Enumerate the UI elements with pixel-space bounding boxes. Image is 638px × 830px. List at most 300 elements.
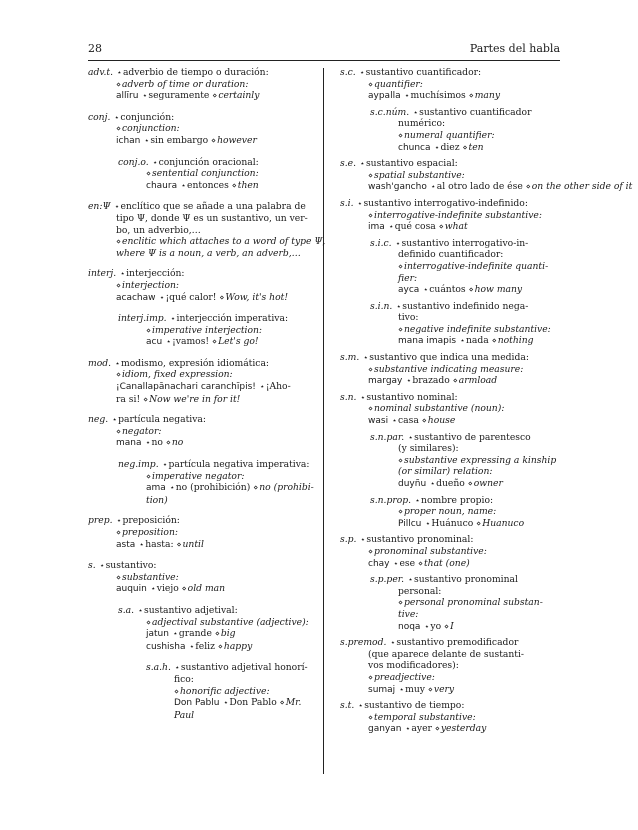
quechua-example: wasi <box>368 416 389 427</box>
spanish-translation: muy <box>405 683 425 695</box>
diamond-glyph: ⋄ <box>368 170 374 180</box>
entry-abbr: interj. <box>88 268 117 280</box>
entry-mod- <box>88 358 308 405</box>
entry-s-premod- <box>340 637 560 696</box>
entry-line <box>88 515 308 527</box>
quechua-example: duyñu <box>398 479 427 489</box>
entry-s-p-per- <box>370 574 560 633</box>
entry-line <box>340 158 560 170</box>
spanish-gloss: sustantivo pronominal <box>414 574 518 586</box>
entry-s-a-h- <box>146 662 308 721</box>
entry-s-c- <box>340 67 560 103</box>
star-glyph: ⋆ <box>137 605 143 615</box>
star-glyph: ⋆ <box>223 698 229 708</box>
entry-line <box>88 201 308 213</box>
entry-line <box>146 686 308 698</box>
diamond-glyph: ⋄ <box>468 285 474 295</box>
entry-abbr: interj.imp. <box>118 313 167 325</box>
diamond-glyph: ⋄ <box>438 222 444 232</box>
spanish-translation: no (prohibición) <box>175 482 251 494</box>
english-translation: Wow, it's hot! <box>225 291 289 303</box>
entry-line <box>370 506 560 518</box>
entry-line <box>88 292 308 305</box>
entry-adv-t- <box>88 67 308 103</box>
entry-abbr: s. <box>88 560 96 572</box>
spanish-gloss: sustantivo de tiempo: <box>364 700 465 712</box>
star-glyph: ⋆ <box>392 416 398 426</box>
diamond-glyph: ⋄ <box>467 479 473 488</box>
header-rule <box>88 60 560 61</box>
quechua-example: sumaj <box>368 684 396 695</box>
entry-line <box>340 723 560 736</box>
spanish-translation: no <box>151 437 163 449</box>
diamond-glyph: ⋄ <box>165 438 171 448</box>
quechua-example: ayca <box>398 285 420 296</box>
english-translation: happy <box>223 640 253 652</box>
diamond-glyph: ⋄ <box>491 336 497 346</box>
spanish-gloss: sustantivo que indica una medida: <box>369 352 529 364</box>
entry-line <box>88 358 308 370</box>
quechua-example: cushisha <box>146 641 186 652</box>
star-glyph: ⋆ <box>459 336 465 346</box>
spanish-gloss: (que aparece delante de sustanti- <box>368 648 525 660</box>
entry-s-c-n-m- <box>370 107 560 154</box>
entry-line <box>370 455 560 467</box>
star-glyph: ⋆ <box>259 382 265 392</box>
spanish-gloss: definido cuantificador: <box>398 249 504 261</box>
diamond-glyph: ⋄ <box>212 337 218 347</box>
star-glyph: ⋆ <box>116 516 122 526</box>
spanish-gloss: bo, un adverbio,… <box>116 224 201 236</box>
star-glyph: ⋆ <box>434 142 440 152</box>
entry-abbr: conj.o. <box>118 156 149 168</box>
star-glyph: ⋆ <box>174 663 180 673</box>
entry-abbr: s.p. <box>340 534 357 546</box>
entry-line <box>118 495 308 507</box>
entry-s-m- <box>340 352 560 388</box>
entry-line <box>118 313 308 325</box>
entry-line <box>340 181 633 194</box>
entry-s-t- <box>340 700 560 736</box>
diamond-glyph: ⋄ <box>476 518 482 528</box>
entry-line <box>118 482 314 495</box>
diamond-glyph: ⋄ <box>368 712 374 722</box>
star-glyph: ⋆ <box>166 337 172 347</box>
english-gloss: spatial substantive: <box>374 169 465 181</box>
entry-line <box>370 118 560 130</box>
entry-line <box>118 605 308 617</box>
star-glyph: ⋆ <box>114 358 120 368</box>
entry-line <box>340 198 560 210</box>
entry-abbr: s.i. <box>340 197 354 209</box>
english-translation: I <box>450 620 454 632</box>
entry-line <box>340 684 560 697</box>
entry-line <box>118 180 308 193</box>
diamond-glyph: ⋄ <box>211 135 217 145</box>
diamond-glyph: ⋄ <box>219 292 225 302</box>
english-gloss: nominal substantive (noun): <box>374 403 505 415</box>
entry-line <box>370 238 560 250</box>
entry-line <box>370 586 560 598</box>
star-glyph: ⋆ <box>116 68 122 77</box>
entry-abbr: s.a. <box>118 604 135 616</box>
english-gloss: temporal substantive: <box>374 711 476 723</box>
spanish-gloss: conjunción: <box>120 111 175 123</box>
entry-line <box>340 403 560 415</box>
diamond-glyph: ⋄ <box>143 394 149 404</box>
entry-line <box>340 712 560 724</box>
english-gloss: substantive: <box>122 571 179 583</box>
quechua-example: chay <box>368 558 390 569</box>
spanish-gloss: tipo Ψ, donde Ψ es un sustantivo, un ver- <box>116 212 308 224</box>
quechua-example: mana <box>116 438 142 449</box>
diamond-glyph: ⋄ <box>368 404 374 414</box>
entry-line <box>88 583 308 596</box>
entry-line <box>88 90 308 103</box>
star-glyph: ⋆ <box>406 376 412 386</box>
entry-line <box>370 249 560 261</box>
entry-s-a- <box>118 605 308 653</box>
english-translation: no <box>171 437 184 449</box>
spanish-translation: ¡qué calor! <box>165 291 217 303</box>
quechua-example: aypalla <box>368 91 401 102</box>
entry-line <box>340 558 560 571</box>
star-glyph: ⋆ <box>150 584 156 594</box>
entry-line <box>340 170 560 182</box>
entry-line <box>88 236 326 248</box>
entry-abbr: s.i.c. <box>370 237 392 249</box>
quechua-example: acachaw <box>116 292 156 303</box>
quechua-example: chunca <box>398 142 431 153</box>
entry-abbr: conj. <box>88 111 111 123</box>
quechua-example: mana imapis <box>398 336 457 347</box>
entry-conj- <box>88 112 308 148</box>
entry-abbr: s.n. <box>340 391 357 403</box>
star-glyph: ⋆ <box>162 460 168 470</box>
spanish-translation: cuántos <box>429 284 466 296</box>
diamond-glyph: ⋄ <box>368 546 374 556</box>
english-translation: ten <box>468 141 484 153</box>
entry-line <box>88 426 308 438</box>
spanish-gloss: sustantivo pronominal: <box>366 534 474 546</box>
diamond-glyph: ⋄ <box>116 426 122 436</box>
spanish-translation: ese <box>399 557 416 569</box>
star-glyph: ⋆ <box>408 432 414 442</box>
diamond-glyph: ⋄ <box>398 455 404 465</box>
english-gloss: fier: <box>398 272 418 284</box>
diamond-glyph: ⋄ <box>146 169 152 179</box>
entry-line <box>340 415 560 428</box>
english-translation: many <box>474 90 501 102</box>
english-translation: big <box>220 628 236 640</box>
star-glyph: ⋆ <box>114 112 120 122</box>
spanish-translation: brazado <box>412 375 450 387</box>
diamond-glyph: ⋄ <box>214 629 220 639</box>
diamond-glyph: ⋄ <box>398 261 404 271</box>
entry-abbr: neg. <box>88 414 109 426</box>
entry-abbr: s.i.n. <box>370 300 393 312</box>
english-gloss: negative indefinite substantive: <box>404 323 551 335</box>
entry-abbr: mod. <box>88 357 112 369</box>
entry-neg- <box>88 414 308 450</box>
entry-line <box>88 527 308 539</box>
spanish-translation: entonces <box>187 179 229 191</box>
english-translation: certainly <box>218 90 260 102</box>
spanish-translation: casa <box>398 415 419 427</box>
entry-line <box>370 107 560 119</box>
spanish-gloss: sustantivo adjetival: <box>143 604 238 616</box>
star-glyph: ⋆ <box>159 292 165 302</box>
star-glyph: ⋆ <box>407 575 413 585</box>
entry-line <box>370 273 560 285</box>
spanish-translation: Don Pablo <box>229 697 277 709</box>
english-translation: that (one) <box>423 557 470 569</box>
entry-s-n-prop- <box>370 495 560 531</box>
diamond-glyph: ⋄ <box>398 130 404 140</box>
english-gloss: where Ψ is a noun, a verb, an adverb,… <box>116 247 301 259</box>
diamond-glyph: ⋄ <box>146 325 152 335</box>
english-gloss: preposition: <box>122 527 178 538</box>
star-glyph: ⋆ <box>393 558 399 568</box>
diamond-glyph: ⋄ <box>253 483 259 493</box>
english-gloss: numeral quantifier: <box>404 129 495 141</box>
quechua-example: wash'gancho <box>368 182 427 193</box>
diamond-glyph: ⋄ <box>398 507 404 517</box>
entry-line <box>340 700 560 712</box>
star-glyph: ⋆ <box>430 182 436 192</box>
spanish-translation: seguramente <box>148 90 210 102</box>
entry-line <box>118 471 308 483</box>
spanish-translation: Huánuco <box>431 517 474 529</box>
spanish-gloss: modismo, expresión idiomática: <box>120 357 270 369</box>
entry-line <box>370 495 560 507</box>
entry-line <box>88 539 308 552</box>
entry-line <box>370 335 560 348</box>
english-translation: armload <box>458 375 498 387</box>
entry-line <box>370 478 560 491</box>
star-glyph: ⋆ <box>423 285 429 295</box>
star-glyph: ⋆ <box>396 301 402 311</box>
spanish-gloss: vos modificadores): <box>368 660 459 672</box>
entry-s-p- <box>340 534 560 570</box>
star-glyph: ⋆ <box>415 495 421 505</box>
diamond-glyph: ⋄ <box>116 572 122 582</box>
quechua-example: ¡Canallapānachari caranchīpis! <box>116 382 256 393</box>
entry-line <box>118 641 308 654</box>
diamond-glyph: ⋄ <box>462 142 468 152</box>
diamond-glyph: ⋄ <box>427 684 433 694</box>
entry-line <box>88 79 308 91</box>
entry-line <box>340 364 560 376</box>
spanish-gloss: sustantivo cuantificador: <box>365 67 482 78</box>
entry-line <box>118 157 308 169</box>
diamond-glyph: ⋄ <box>525 182 531 192</box>
entry-line <box>88 123 308 135</box>
spanish-gloss: sustantivo interrogativo-indefinido: <box>363 197 528 209</box>
entry-line <box>88 213 308 225</box>
spanish-translation: diez <box>440 141 460 153</box>
quechua-example: margay <box>368 376 403 387</box>
entry-conj-o- <box>118 157 308 193</box>
diamond-glyph: ⋄ <box>116 280 122 290</box>
diamond-glyph: ⋄ <box>368 672 374 682</box>
quechua-example: ganyan <box>368 724 402 735</box>
english-translation: yesterday <box>440 723 487 735</box>
spanish-translation: hasta: <box>145 538 174 550</box>
entry-line <box>340 210 560 222</box>
star-glyph: ⋆ <box>358 701 364 711</box>
english-translation: until <box>182 538 204 550</box>
entry-line <box>370 621 560 634</box>
quechua-example: noqa <box>398 621 421 632</box>
entry-abbr: prep. <box>88 515 113 527</box>
entry-line <box>370 443 560 455</box>
entry-line <box>88 225 308 237</box>
quechua-example: asta <box>116 539 136 550</box>
star-glyph: ⋆ <box>413 107 419 117</box>
english-translation: Let's go! <box>218 336 259 348</box>
diamond-glyph: ⋄ <box>217 641 223 651</box>
english-translation: Huanuco <box>482 517 525 529</box>
diamond-glyph: ⋄ <box>398 598 404 608</box>
diamond-glyph: ⋄ <box>176 539 182 549</box>
english-gloss: preadjective: <box>374 671 435 683</box>
spanish-gloss: sustantivo de parentesco <box>414 431 531 443</box>
entry-line <box>118 617 308 629</box>
entry-abbr: s.premod. <box>340 637 387 649</box>
english-translation: Now we're in for it! <box>149 393 241 405</box>
diamond-glyph: ⋄ <box>212 91 218 101</box>
spanish-translation: yo <box>430 620 442 632</box>
diamond-glyph: ⋄ <box>116 237 122 247</box>
diamond-glyph: ⋄ <box>181 584 187 594</box>
entry-line <box>370 518 560 531</box>
entry-s- <box>88 560 308 596</box>
english-translation-cont: Paul <box>174 709 195 721</box>
english-translation: how many <box>474 284 523 296</box>
entry-line <box>88 560 308 572</box>
entry-line <box>340 672 560 684</box>
entry-line <box>146 710 308 722</box>
spanish-translation: qué cosa <box>394 221 436 233</box>
star-glyph: ⋆ <box>120 269 126 279</box>
english-gloss: adverb of time or duration: <box>122 78 249 90</box>
entry-abbr: s.n.par. <box>370 431 405 443</box>
star-glyph: ⋆ <box>114 202 120 212</box>
star-glyph: ⋆ <box>395 238 401 248</box>
entry-line <box>88 381 308 394</box>
entry-line <box>370 609 560 621</box>
entry-line <box>370 301 560 313</box>
star-glyph: ⋆ <box>424 621 430 631</box>
entry-abbr: en:Ψ <box>88 201 111 213</box>
entry-line <box>370 432 560 444</box>
english-gloss: negator: <box>122 425 162 437</box>
entry-line <box>370 284 560 297</box>
spanish-translation: sin embargo <box>150 134 209 146</box>
star-glyph: ⋆ <box>360 535 366 545</box>
entry-abbr: s.m. <box>340 352 360 364</box>
spanish-gloss: sustantivo cuantificador <box>419 106 532 118</box>
english-gloss: honorific adjective: <box>180 685 270 697</box>
english-translation: owner <box>473 478 503 489</box>
entry-abbr: s.t. <box>340 700 355 712</box>
spanish-translation: dueño <box>436 478 465 489</box>
entry-s-i- <box>340 198 560 234</box>
spanish-translation: nada <box>466 335 489 347</box>
star-glyph: ⋆ <box>363 353 369 363</box>
entry-interj-imp- <box>118 313 308 349</box>
entry-line <box>88 280 308 292</box>
star-glyph: ⋆ <box>430 479 436 488</box>
entry-line <box>146 697 308 710</box>
english-gloss: imperative interjection: <box>152 324 263 336</box>
entry-line <box>340 392 560 404</box>
quechua-example: jatun <box>146 629 169 640</box>
diamond-glyph: ⋄ <box>368 210 374 220</box>
english-gloss: conjunction: <box>122 123 180 135</box>
entry-en- <box>88 201 326 259</box>
diamond-glyph: ⋄ <box>116 370 122 380</box>
entry-abbr: s.p.per. <box>370 574 405 586</box>
entry-line <box>370 466 560 478</box>
entry-line <box>340 221 560 234</box>
english-gloss: adjectival substantive (adjective): <box>152 616 309 628</box>
entry-line <box>340 79 560 91</box>
spanish-gloss: sustantivo: <box>105 560 157 572</box>
entry-line <box>118 459 308 471</box>
diamond-glyph: ⋄ <box>231 180 237 190</box>
star-glyph: ⋆ <box>142 91 148 101</box>
english-translation: however <box>217 134 257 146</box>
english-translation: house <box>427 415 456 427</box>
entry-line <box>118 336 308 349</box>
diamond-glyph: ⋄ <box>368 364 374 374</box>
star-glyph: ⋆ <box>172 629 178 639</box>
english-gloss: enclitic which attaches to a word of type Ψ, <box>122 236 326 248</box>
entry-abbr: s.c. <box>340 67 356 78</box>
entry-line <box>370 142 560 155</box>
star-glyph: ⋆ <box>425 518 431 528</box>
spanish-translation: muchísimos <box>410 90 466 102</box>
diamond-glyph: ⋄ <box>368 79 374 89</box>
entry-line <box>88 67 308 79</box>
spanish-gloss: interjección: <box>126 268 185 280</box>
english-gloss: interjection: <box>122 279 179 291</box>
entry-line <box>340 67 560 79</box>
spanish-gloss: tivo: <box>398 312 419 324</box>
star-glyph: ⋆ <box>360 392 366 402</box>
page-number: 28 <box>88 42 102 55</box>
english-gloss: interrogative-indefinite quanti- <box>404 260 549 272</box>
entry-line <box>340 534 560 546</box>
english-gloss: proper noun, name: <box>404 506 497 518</box>
entry-line <box>370 597 560 609</box>
page-header <box>88 40 560 58</box>
quechua-example: ama <box>146 483 166 494</box>
quechua-example: acu <box>146 337 163 348</box>
entry-s-n-par- <box>370 432 560 491</box>
diamond-glyph: ⋄ <box>116 124 122 134</box>
english-translation-cont: tion) <box>146 494 168 506</box>
right-column <box>340 67 633 740</box>
entry-line <box>340 375 560 388</box>
entry-abbr: s.c.núm. <box>370 106 410 118</box>
diamond-glyph: ⋄ <box>468 91 474 101</box>
running-title: Partes del habla <box>469 42 560 55</box>
english-gloss: idiom, fixed expression: <box>122 369 233 381</box>
entry-line <box>88 414 308 426</box>
